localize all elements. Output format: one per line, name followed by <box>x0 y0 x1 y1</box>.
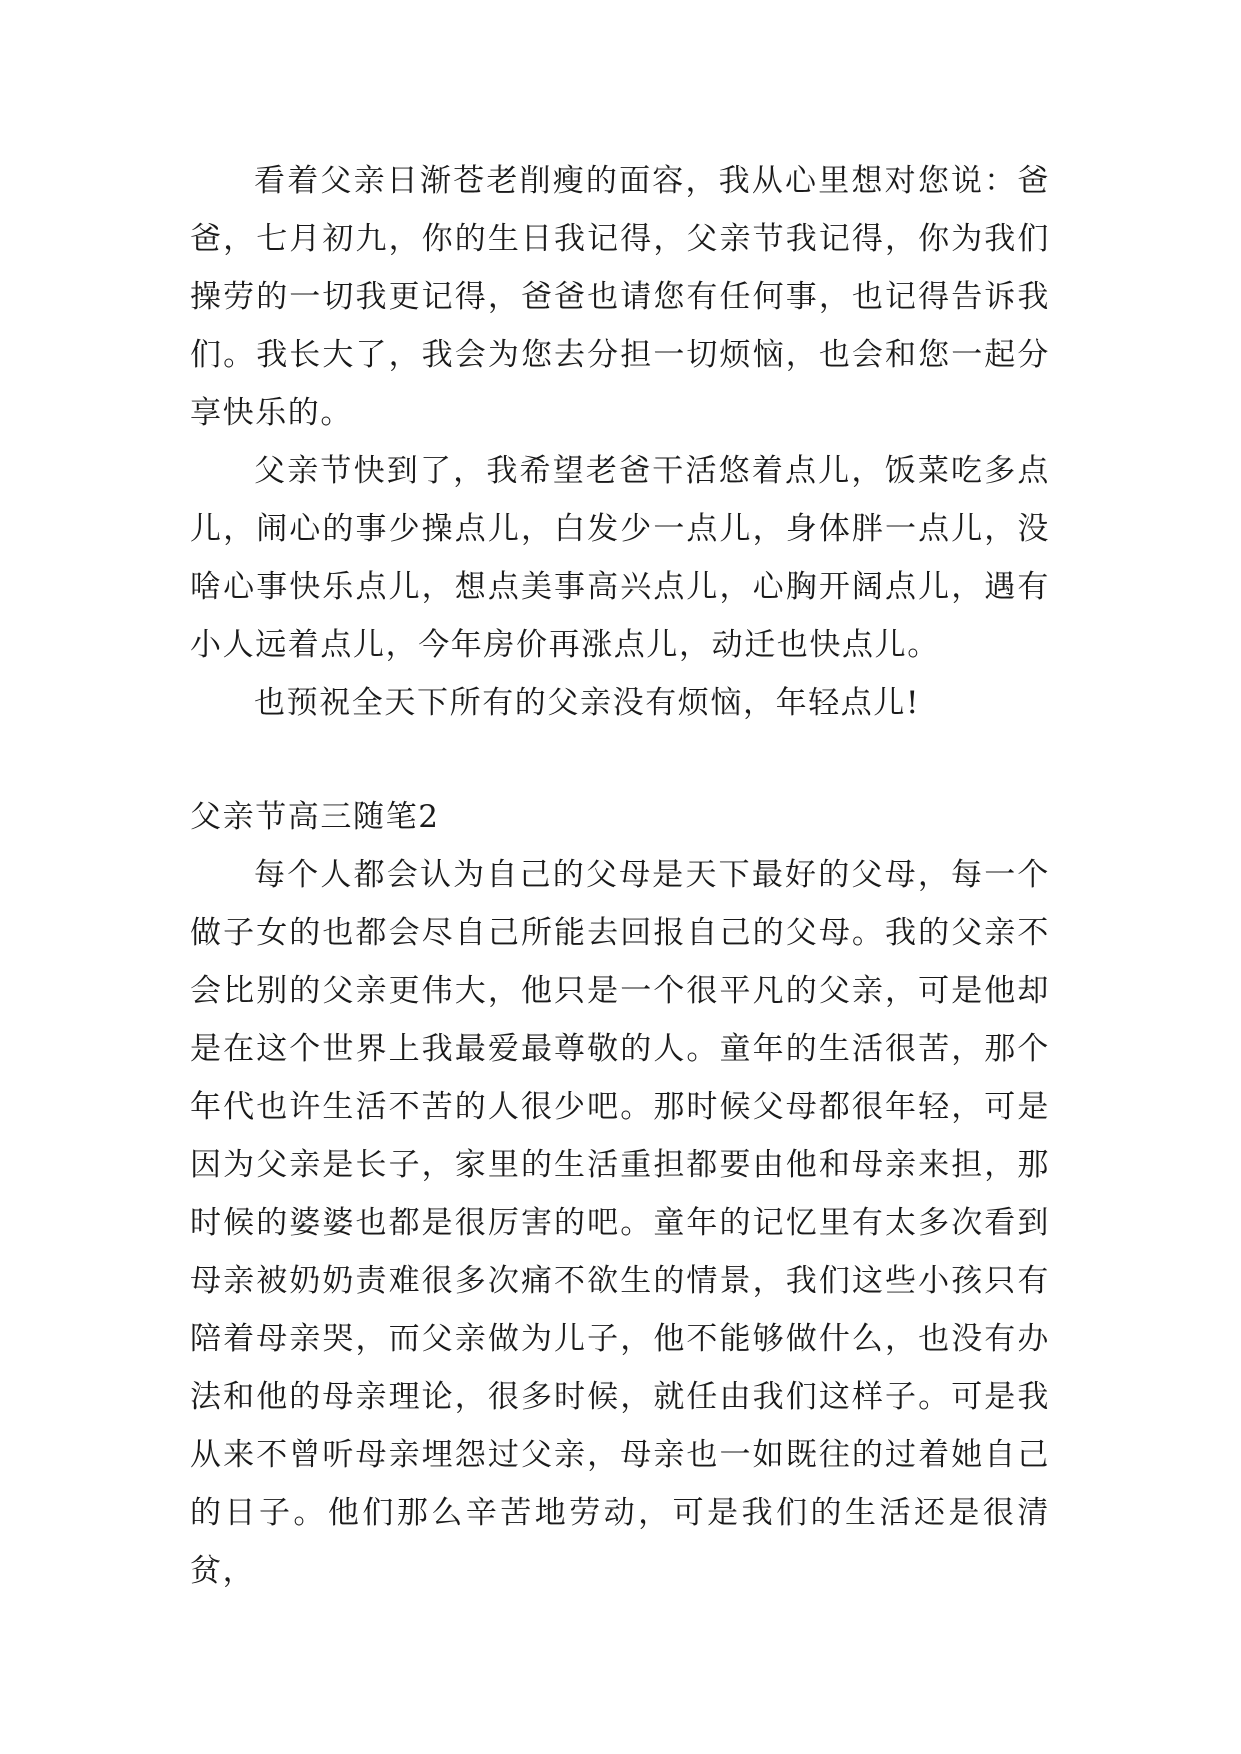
section-heading: 父亲节高三随笔2 <box>190 799 440 835</box>
paragraph-essay-2: 每个人都会认为自己的父母是天下最好的父母，每一个做子女的也都会尽自己所能去回报自己的父母。我的父亲不会比别的父亲更伟大，他只是一个很平凡的父亲，可是他却是在这个世界上我最爱最尊敬的人。童年的生活很苦，那个年代也许生活不苦的人很少吧。那时候父母都很年轻，可是因为父亲是长子，家里的生活重担都要由他和母亲来担，那时候的婆婆也都是很厉害的吧。童年的记忆里有太多次看到母亲被奶奶责难很多次痛不欲生的情景，我们这些小孩只有陪着母亲哭，而父亲做为儿子，他不能够做什么，也没有办法和他的母亲理论，很多时候，就任由我们这样子。可是我从来不曾听母亲埋怨过父亲，母亲也一如既往的过着她自己的日子。他们那么辛苦地劳动，可是我们的生活还是很清贫， <box>190 857 1050 1589</box>
paragraph-blessing: 也预祝全天下所有的父亲没有烦恼，年轻点儿! <box>254 685 921 721</box>
paragraph-father-face: 看着父亲日渐苍老削瘦的面容，我从心里想对您说：爸爸，七月初九，你的生日我记得，父亲节我记得，你为我们操劳的一切我更记得，爸爸也请您有任何事，也记得告诉我们。我长大了，我会为您去分担一切烦恼，也会和您一起分享快乐的。 <box>190 163 1050 431</box>
paragraph-fathers-day-wishes: 父亲节快到了，我希望老爸干活悠着点儿，饭菜吃多点儿，闹心的事少操点儿，白发少一点儿，身体胖一点儿，没啥心事快乐点儿，想点美事高兴点儿，心胸开阔点儿，遇有小人远着点儿，今年房价再涨点儿，动迁也快点儿。 <box>190 453 1050 663</box>
document-body <box>190 152 1050 1600</box>
